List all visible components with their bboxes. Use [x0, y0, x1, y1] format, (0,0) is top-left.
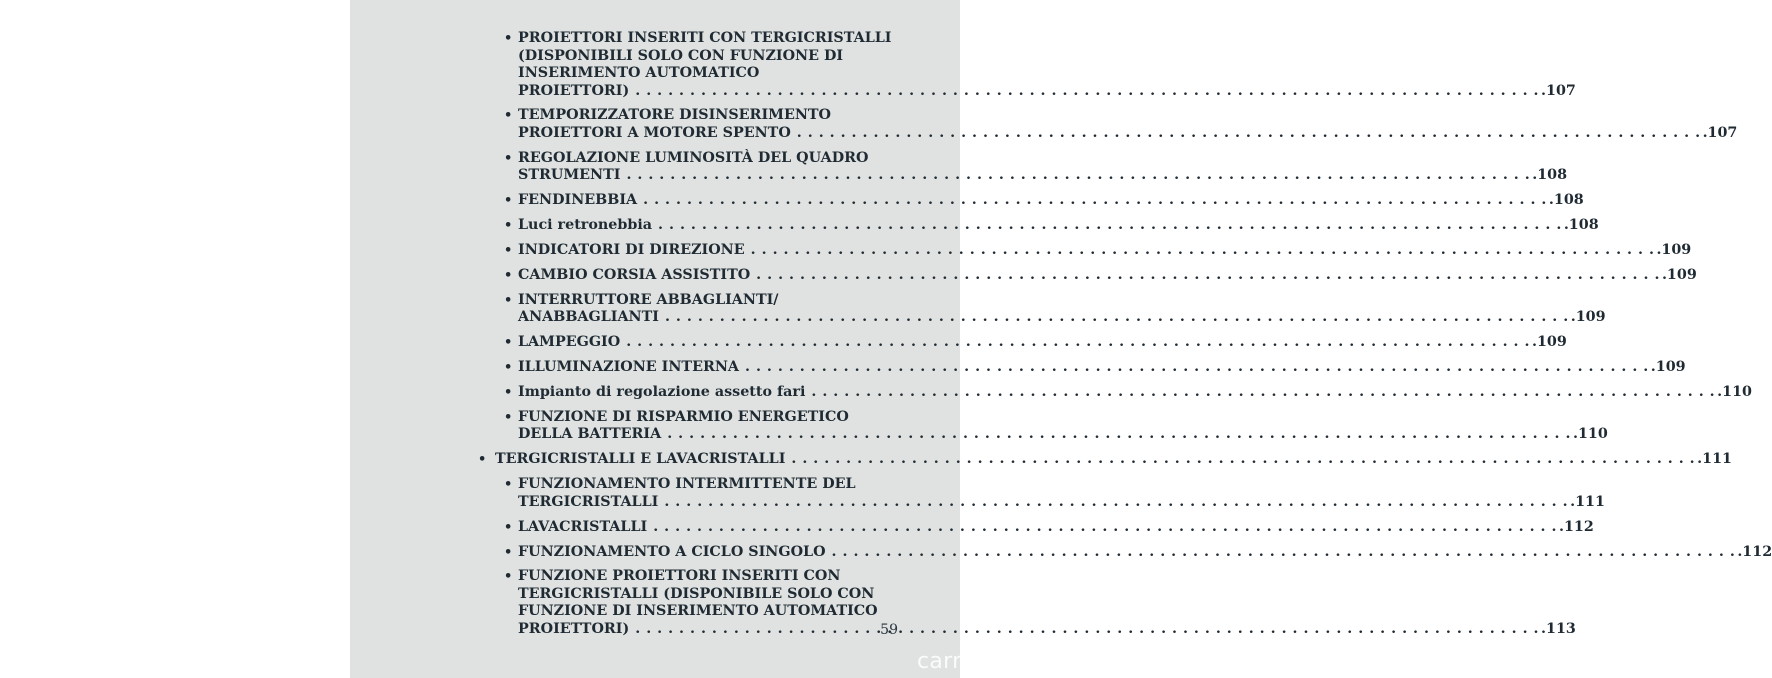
toc-entry[interactable] [504, 242, 1692, 260]
toc-page-ref: .111 [1697, 451, 1732, 468]
toc-entry-title-line: INSERIMENTO AUTOMATICO [518, 65, 760, 81]
toc-entry-title-line: TEMPORIZZATORE DISINSERIMENTO [518, 107, 832, 124]
toc-entry[interactable] [504, 217, 1599, 235]
dot-leader [832, 544, 1736, 562]
toc-page-ref: .109 [1650, 359, 1686, 376]
manual-page [350, 0, 1772, 678]
toc-page-ref: .109 [1570, 309, 1606, 326]
toc-entry-last-line [518, 493, 1605, 512]
toc-page-ref: .108 [1563, 217, 1599, 234]
bullet-icon: • [504, 544, 513, 560]
toc-entry[interactable] [504, 543, 1772, 562]
bullet-icon: • [504, 385, 513, 400]
toc-entry-last-line [518, 167, 1568, 185]
dot-leader [751, 242, 1655, 260]
toc-entry-last-line [518, 359, 1686, 377]
toc-entry-title-line: LAVACRISTALLI [518, 518, 648, 535]
toc-entry-title-line: Luci retronebbia [518, 217, 653, 234]
toc-page-ref: .109 [1531, 334, 1567, 351]
toc-entry-last-line [518, 242, 1692, 260]
toc-entry-title-line: LAMPEGGIO [518, 334, 621, 351]
toc-entry-last-line [518, 266, 1697, 285]
toc-entry-last-line [518, 124, 1738, 143]
toc-page-ref: .107 [1541, 82, 1576, 99]
bullet-icon: • [504, 477, 513, 493]
watermark-text: carmanualsonline.info [917, 649, 1167, 674]
toc-entry-title-line: FUNZIONE DI RISPARMIO ENERGETICO [518, 408, 849, 425]
dot-leader [653, 519, 1557, 537]
toc-entry[interactable] [504, 107, 1738, 142]
dot-leader [791, 451, 1695, 469]
toc-entry-title-line: FENDINEBBIA [518, 192, 638, 209]
bullet-icon: • [504, 569, 513, 585]
dot-leader [745, 359, 1649, 377]
toc-page-ref: .109 [1661, 266, 1697, 283]
toc-entry[interactable] [504, 408, 1608, 444]
toc-entry-last-line [518, 384, 1752, 402]
toc-entry[interactable] [504, 30, 1576, 100]
toc-entry[interactable] [504, 568, 1576, 638]
dot-leader [658, 217, 1562, 235]
dot-leader [626, 167, 1530, 185]
toc-entry[interactable] [504, 149, 1568, 185]
bullet-icon: • [504, 409, 513, 425]
toc-page-ref: .107 [1702, 124, 1738, 141]
toc-page-ref: .110 [1572, 426, 1608, 443]
toc-entry-title-line: PROIETTORI A MOTORE SPENTO [518, 124, 791, 141]
dot-leader [756, 267, 1660, 285]
toc-entry[interactable] [504, 476, 1605, 511]
dot-leader [664, 494, 1568, 512]
toc-entry[interactable] [504, 384, 1752, 402]
toc-entry-last-line [495, 451, 1732, 469]
toc-entry-last-line [518, 82, 1576, 101]
bullet-icon: • [504, 360, 513, 376]
toc-entry[interactable] [504, 359, 1686, 377]
toc-entry-title-line: Impianto di regolazione assetto fari [518, 384, 806, 400]
toc-entry[interactable] [478, 451, 1732, 469]
toc-entry-title-line: PROIETTORI INSERITI CON TERGICRISTALLI [518, 30, 892, 46]
toc-entry-title-line: FUNZIONE DI INSERIMENTO AUTOMATICO [518, 603, 878, 620]
toc-entry-title-line: TERGICRISTALLI [518, 493, 659, 510]
bullet-icon: • [478, 452, 487, 468]
toc-entry-title-line: FUNZIONAMENTO INTERMITTENTE DEL [518, 476, 856, 493]
toc-entry-title-line: CAMBIO CORSIA ASSISTITO [518, 266, 751, 283]
dot-leader [626, 334, 1530, 352]
toc-entry-title-line: STRUMENTI [518, 167, 621, 184]
toc-page-ref: .112 [1558, 518, 1594, 535]
bullet-icon: • [504, 218, 513, 234]
toc-entry[interactable] [504, 291, 1606, 327]
toc-entry-title-line: TERGICRISTALLI E LAVACRISTALLI [495, 451, 786, 468]
dot-leader [667, 426, 1571, 444]
bullet-icon: • [504, 519, 513, 535]
toc-entry-title-line: INTERRUTTORE ABBAGLIANTI/ [518, 291, 779, 308]
toc-entry-title-line: INDICATORI DI DIREZIONE [518, 242, 745, 258]
page-number: 59 [880, 622, 898, 638]
toc-entry-title-line: (DISPONIBILI SOLO CON FUNZIONE DI [518, 47, 844, 64]
toc-entry-title-line: FUNZIONAMENTO A CICLO SINGOLO [518, 543, 826, 560]
toc-entry-last-line [518, 217, 1599, 235]
bullet-icon: • [504, 150, 513, 166]
toc-entry[interactable] [504, 266, 1697, 285]
bullet-icon: • [504, 267, 513, 283]
bullet-icon: • [504, 31, 513, 46]
dot-leader [635, 621, 1539, 639]
toc-entry-last-line [518, 620, 1576, 639]
bullet-icon: • [504, 243, 513, 258]
dot-leader [797, 125, 1701, 143]
dot-leader [635, 83, 1539, 101]
toc-entry-title-line: ANABBAGLIANTI [518, 309, 659, 326]
toc-entry-title-line: PROIETTORI) [518, 620, 630, 637]
toc-entry-title-line: DELLA BATTERIA [518, 426, 662, 443]
toc-entry-title-line: ILLUMINAZIONE INTERNA [518, 359, 740, 376]
bullet-icon: • [504, 335, 513, 351]
toc-entry-title-line: REGOLAZIONE LUMINOSITÀ DEL QUADRO [518, 149, 869, 166]
toc-page-ref: .111 [1570, 493, 1605, 510]
bullet-icon: • [504, 292, 513, 308]
toc-entry[interactable] [504, 518, 1594, 537]
toc-entry-last-line [518, 334, 1567, 352]
toc-page-ref: .108 [1532, 167, 1568, 184]
toc-entry-title-line: PROIETTORI) [518, 82, 630, 99]
toc-entry-last-line [518, 426, 1608, 444]
dot-leader [665, 309, 1569, 327]
bullet-icon: • [504, 193, 513, 209]
toc-page-ref: .110 [1717, 384, 1752, 400]
toc-entry-last-line [518, 192, 1584, 210]
toc-page-ref: .113 [1541, 620, 1576, 637]
toc-entry[interactable] [504, 334, 1567, 352]
toc-entry-last-line [518, 518, 1594, 537]
toc-entry-last-line [518, 309, 1606, 327]
toc-entry-title-line: TERGICRISTALLI (DISPONIBILE SOLO CON [518, 585, 875, 602]
toc-page-ref: .108 [1548, 192, 1584, 209]
bullet-icon: • [504, 108, 513, 124]
toc-entry[interactable] [504, 192, 1584, 210]
toc-entry-last-line [518, 543, 1772, 562]
toc-page-ref: .109 [1656, 242, 1692, 258]
toc-entry-title-line: FUNZIONE PROIETTORI INSERITI CON [518, 568, 841, 585]
toc-page-ref: .112 [1737, 543, 1772, 560]
dot-leader [643, 192, 1547, 210]
dot-leader [811, 384, 1715, 402]
